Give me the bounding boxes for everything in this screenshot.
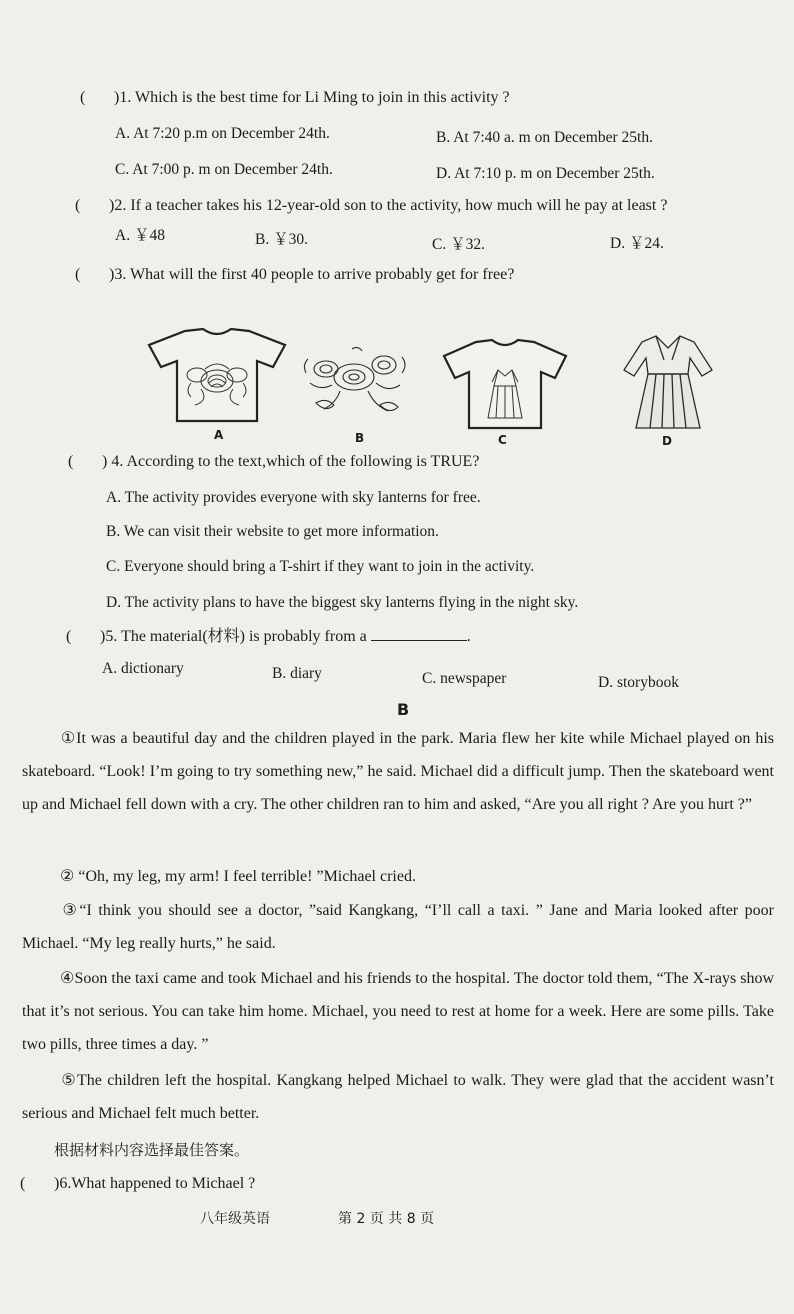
- tshirt-dress-picture: [440, 336, 570, 432]
- passage-paragraph-4: [22, 962, 774, 1061]
- q1-option-b: B. At 7:40 a. m on December 25th.: [436, 129, 653, 146]
- q4-option-d: D. The activity plans to have the biggest sky lanterns flying in the night sky.: [106, 594, 579, 611]
- q4-option-b: B. We can visit their website to get more information.: [106, 523, 439, 540]
- picture-label-c: C: [498, 433, 507, 447]
- q1-option-c: C. At 7:00 p. m on December 24th.: [115, 161, 333, 178]
- picture-label-a: A: [214, 428, 224, 442]
- paragraph-3-text: ③“I think you should see a doctor, ”said Kangkang, “I’ll call a taxi. ” Jane and Maria looked after poor Michael. “My leg really hurts,” he said.: [22, 902, 774, 952]
- question-6-stem: )6.What happened to Michael ?: [54, 1175, 256, 1192]
- picture-label-d: D: [662, 434, 672, 448]
- q2-option-c: C. ￥32.: [432, 236, 485, 253]
- q5-option-d: D. storybook: [598, 674, 679, 691]
- question-2-stem: )2. If a teacher takes his 12-year-old son to the activity, how much will he pay at least ?: [109, 197, 668, 214]
- q5-option-c: C. newspaper: [422, 670, 507, 687]
- q2-option-b: B. ￥30.: [255, 231, 308, 248]
- passage-paragraph-3: [22, 894, 774, 960]
- q1-option-a: A. At 7:20 p.m on December 24th.: [115, 125, 330, 142]
- question-4: [68, 452, 479, 472]
- answer-paren: (: [80, 89, 86, 106]
- picture-label-b: B: [355, 431, 365, 445]
- paragraph-4-text: ④Soon the taxi came and took Michael and his friends to the hospital. The doctor told them, “The X-rays show that it’s not serious. You can take him home. Michael, you need to rest at home for a week. Here are some pills. Take two pills, three times a day. ”: [22, 970, 774, 1053]
- question-1: [80, 88, 510, 108]
- q4-option-c: C. Everyone should bring a T-shirt if they want to join in the activity.: [106, 558, 535, 575]
- paragraph-2-text: ② “Oh, my leg, my arm! I feel terrible! ”Michael cried.: [60, 868, 416, 885]
- question-4-stem: ) 4. According to the text,which of the following is TRUE?: [102, 453, 480, 470]
- question-1-stem: )1. Which is the best time for Li Ming to join in this activity ?: [114, 89, 510, 106]
- answer-paren: (: [75, 197, 81, 214]
- passage-paragraph-2: [22, 860, 774, 893]
- passage-paragraph-5: [22, 1064, 774, 1130]
- q2-option-d: D. ￥24.: [610, 235, 664, 252]
- paragraph-1-text: ①It was a beautiful day and the children played in the park. Maria flew her kite while Michael played on his skateboard. “Look! I’m going to try something new,” he said. Michael did a difficult jump. Then the skateboard went up and Michael fell down with a cry. The other children ran to him and asked, “Are you all right ? Are you hurt ?”: [22, 730, 774, 813]
- tshirt-flower-picture: [145, 325, 290, 425]
- paragraph-5-text: ⑤The children left the hospital. Kangkang helped Michael to walk. They were glad that the accident wasn’t serious and Michael felt much better.: [22, 1072, 774, 1122]
- traditional-dress-picture: [618, 330, 718, 434]
- question-5: [66, 626, 471, 647]
- question-3: [75, 265, 514, 285]
- passage-paragraph-1: [22, 722, 774, 821]
- answer-blank: [371, 626, 467, 641]
- answer-paren: (: [75, 266, 81, 283]
- footer-subject: 八年级英语: [200, 1211, 270, 1227]
- footer-page-number: 第 2 页 共 8 页: [338, 1211, 435, 1227]
- question-5-stem: )5. The material(材料) is probably from a: [100, 628, 367, 645]
- q4-option-a: A. The activity provides everyone with sky lanterns for free.: [106, 489, 481, 506]
- q2-option-a: A. ￥48: [115, 227, 165, 244]
- answer-paren: (: [68, 453, 74, 470]
- q5-option-b: B. diary: [272, 665, 322, 682]
- question-5-end: .: [466, 628, 471, 645]
- flower-pattern-picture: [296, 343, 416, 421]
- answer-paren: (: [20, 1175, 26, 1192]
- section-title: B: [397, 700, 410, 719]
- answer-paren: (: [66, 628, 72, 645]
- q5-option-a: A. dictionary: [102, 660, 184, 677]
- question-2: [75, 196, 667, 216]
- q1-option-d: D. At 7:10 p. m on December 25th.: [436, 165, 655, 182]
- question-3-stem: )3. What will the first 40 people to arrive probably get for free?: [109, 266, 515, 283]
- question-6: [20, 1174, 255, 1194]
- instruction-text: 根据材料内容选择最佳答案。: [54, 1141, 250, 1159]
